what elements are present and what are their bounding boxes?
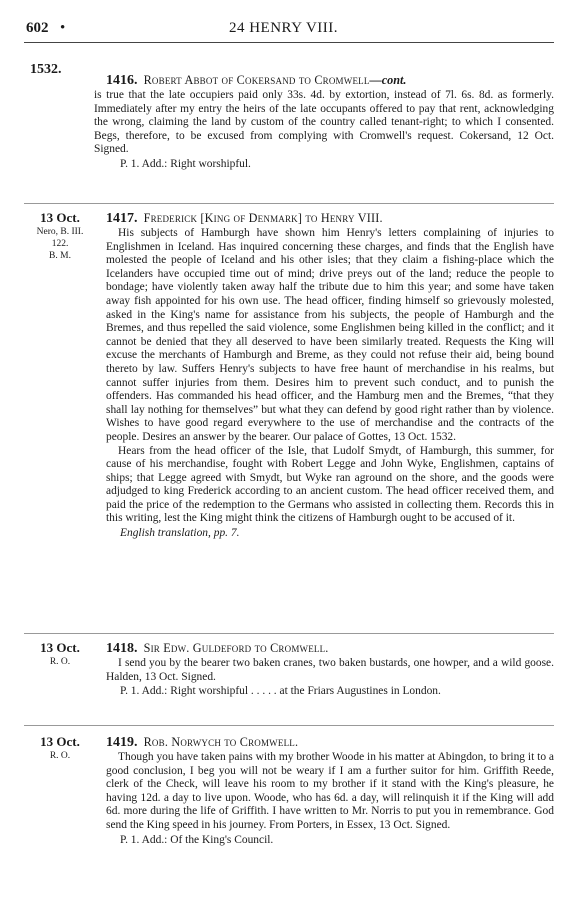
entry-heading (106, 734, 554, 751)
entry-names: Robert Abbot of Cokersand to Cromwell (143, 73, 370, 87)
entry-divider (24, 203, 554, 204)
entry-heading (106, 640, 554, 657)
entry-text-continued: Hears from the head officer of the Isle, that Ludolf Smydt, of Hamburgh, this summer, for cause of his merchandise, fought with Robert Legge and John Wyke, Englishmen, captains of ships; that Legge agreed with Smydt, but Wyke ran aground on the shore, and the goods were adjudged to king Frederick according to an ancient custom. The head officer received them, and paid the price of the redemption to the Germans who assisted in collecting them. Records this in this writing, lest the King might think the citizens of Hamburgh ought to be accused of it. (106, 444, 554, 525)
entry-heading (106, 210, 554, 227)
entry-body (106, 734, 554, 847)
margin-reference-folio: 122. (51, 239, 69, 249)
entry-text: Though you have taken pains with my brother Woode in his matter at Abingdon, to bring it to a good conclusion, I beg you will not be weary if I am a further suitor for him. Griffith Reede, clerk of the Check, will leave his room to my brother if it stand with the King's pleasure, he having 12d. a day to live upon. Woode, who has 6d. a day, will relinquish it if the King will add 6d. more during the life of Griffith. I have written to Mr. Norris to put you in remembrance. God send the King speed in his journey. From Porters, in Essex, 13 Oct. Signed. (106, 751, 554, 831)
entry-divider (24, 725, 554, 726)
margin-notes (22, 210, 98, 262)
entry-body (106, 640, 554, 698)
margin-reference: Nero, B. III. (36, 227, 84, 237)
header-dot: • (60, 20, 66, 36)
translation-note: English translation, pp. 7. (120, 527, 240, 540)
margin-notes (22, 734, 98, 762)
entry-number: 1418. (106, 641, 138, 656)
margin-repository: R. O. (49, 657, 71, 667)
margin-notes (22, 640, 98, 668)
entry-names: Sir Edw. Guldeford to Cromwell. (143, 641, 329, 655)
entry-body (106, 210, 554, 540)
margin-date: 13 Oct. (40, 210, 80, 225)
entry-note: P. 1. Add.: Right worshipful. (120, 157, 251, 170)
entry-text: is true that the late occupiers paid only 33s. 4d. by extortion, instead of 7l. 6s. 8d. as formerly. Immediately after my entry the heirs of the late occupants offered to pay that rent, acknowledging the wrong, claiming the land by custom of the country called tenant-right; to which I consented. Begs, therefore, to be excused from complying with Cromwell's request. Cokersand, 12 Oct. Signed. (94, 89, 554, 156)
entry-divider (24, 633, 554, 634)
entry-names: Rob. Norwych to Cromwell. (143, 735, 299, 749)
continued-marker: —cont. (369, 73, 407, 87)
header-rule (24, 42, 554, 43)
year-label: 1532. (30, 62, 62, 77)
entry-names: Frederick [King of Denmark] to Henry VIII. (143, 211, 383, 225)
entry-text: I send you by the bearer two baken cranes, two baken bustards, one howper, and a wild goose. Halden, 13 Oct. Signed. (106, 657, 554, 683)
margin-repository: R. O. (49, 751, 71, 761)
entry-number: 1417. (106, 211, 138, 226)
entry-number: 1419. (106, 735, 138, 750)
margin-date: 13 Oct. (40, 734, 80, 749)
running-title: 24 HENRY VIII. (228, 20, 339, 36)
entry-note: P. 1. Add.: Of the King's Council. (120, 833, 274, 846)
entry-heading (106, 72, 554, 89)
entry-note: P. 1. Add.: Right worshipful . . . . . at the Friars Augustines in London. (120, 685, 441, 698)
margin-repository: B. M. (49, 251, 71, 261)
entry-text: His subjects of Hamburgh have shown him Henry's letters complaining of injuries to Englishmen in Iceland. Has inquired concerning these charges, and finds that the English have molested the people of Iceland and his other isles; that they claim a fishing-place which the Icelanders have occupied time out of mind; drive preys out of the land; reduce the people to bondage; have violently taken away half the tribute due to him this year; and some have taken away fish appointed for his own use. The head officer, finding himself so grievously molested, asked in the King's name for assistance from his subjects, the people of Hamburgh and the Bremes, and thus repelled the said violence, some Englishmen being killed in the conflict; and it cannot be denied that they all deserved to have been similarly treated. Requests the King will excuse the merchants of Hamburgh and Breme, as they could not refuse their aid, being bound thereto by law. Suffers Henry's subjects to have free haunt of merchandise in his realms, but cannot suffer injuries from them. Desires him to prevent such conduct, and to punish the offenders. Has commanded his head officer, and the Hamburg men and the Bremes, “that they shall lay nothing for themselves” but what they can defend by good right rather than by violence. Wishes to have good regard everywhere to the use of merchandise and the contracts of the people. Desires an answer by the bearer. Our palace of Gottes, 13 Oct. 1532. (106, 227, 554, 443)
margin-date: 13 Oct. (40, 640, 80, 655)
entry-body (94, 72, 554, 171)
entry-note (106, 526, 554, 540)
page-number: 602 (26, 20, 49, 36)
entry-number: 1416. (106, 73, 138, 88)
page-header (0, 20, 567, 42)
